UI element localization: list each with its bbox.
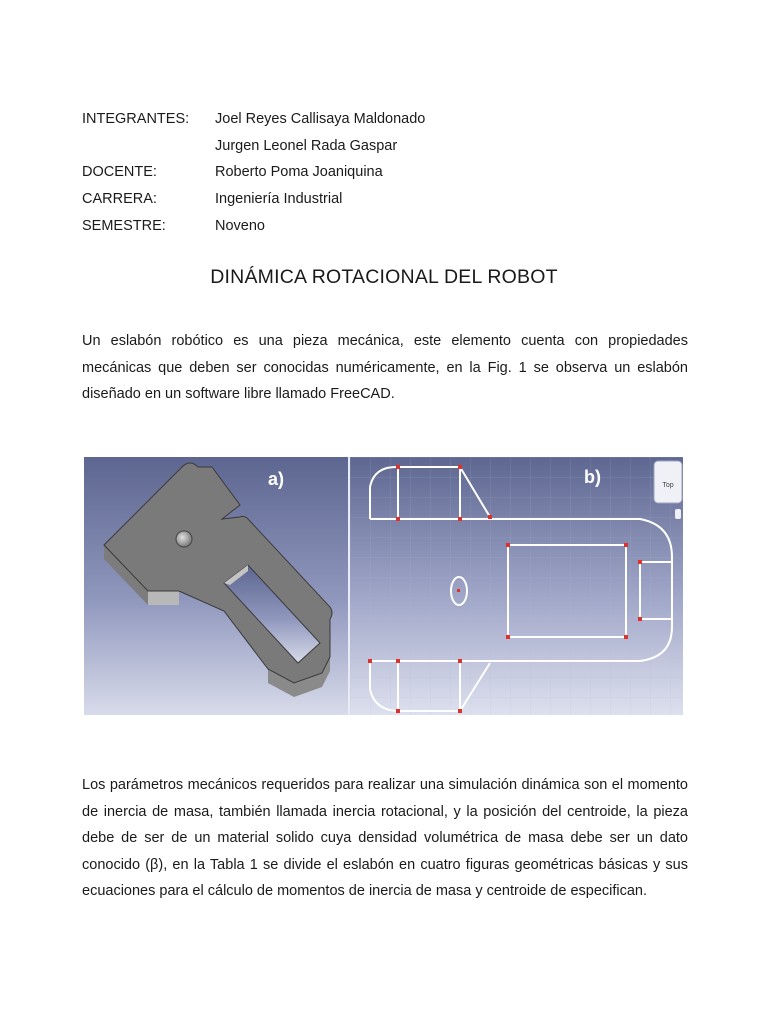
figure-label-b: b)	[584, 467, 601, 487]
info-row	[82, 159, 425, 186]
info-block	[82, 106, 425, 239]
info-label: SEMESTRE:	[82, 217, 166, 234]
info-value: Jurgen Leonel Rada Gaspar	[215, 137, 398, 154]
info-label: CARRERA:	[82, 191, 157, 208]
view-button-label: Top	[662, 482, 674, 489]
view-cube-button[interactable]	[654, 461, 682, 503]
info-label: DOCENTE:	[82, 164, 157, 181]
intro-paragraph: Un eslabón robótico es una pieza mecánica, este elemento cuenta con propiedades mecánicas que deben ser conocidas numéricamente, en la Fig. 1 se observa un eslabón diseñado en un software libre llamado FreeCAD.	[82, 333, 688, 403]
info-value: Joel Reyes Callisaya Maldonado	[215, 111, 426, 128]
body-paragraph: Los parámetros mecánicos requeridos para realizar una simulación dinámica son el momento de inercia de masa, también llamada inercia rotacional, y la posición del centroide, la pieza debe de ser de un material solido cuya densidad volumétrica de masa debe ser un dato conocido (β), en la Tabla 1 se divide el eslabón en cuatro figuras geométricas básicas y sus ecuaciones para el cálculo de momentos de inercia de masa y centroide de especifican.	[82, 777, 688, 900]
page-title: DINÁMICA ROTACIONAL DEL ROBOT	[210, 266, 558, 288]
figure-panel-b	[350, 457, 683, 715]
figure-label-a: a)	[268, 469, 285, 489]
info-value: Ingeniería Industrial	[215, 191, 343, 208]
part-hole	[176, 531, 192, 547]
info-row	[82, 106, 425, 133]
info-label: INTEGRANTES:	[82, 111, 190, 128]
info-row	[82, 133, 425, 160]
part-side-face	[148, 591, 179, 605]
figure-panel-a	[84, 457, 348, 715]
info-value: Roberto Poma Joaniquina	[215, 164, 383, 181]
figure-1	[84, 457, 683, 715]
info-row	[82, 186, 425, 213]
panel-b-grid	[350, 457, 683, 715]
view-cube-arrow-icon[interactable]	[675, 509, 681, 519]
info-row	[82, 212, 425, 239]
info-value: Noveno	[215, 217, 265, 234]
